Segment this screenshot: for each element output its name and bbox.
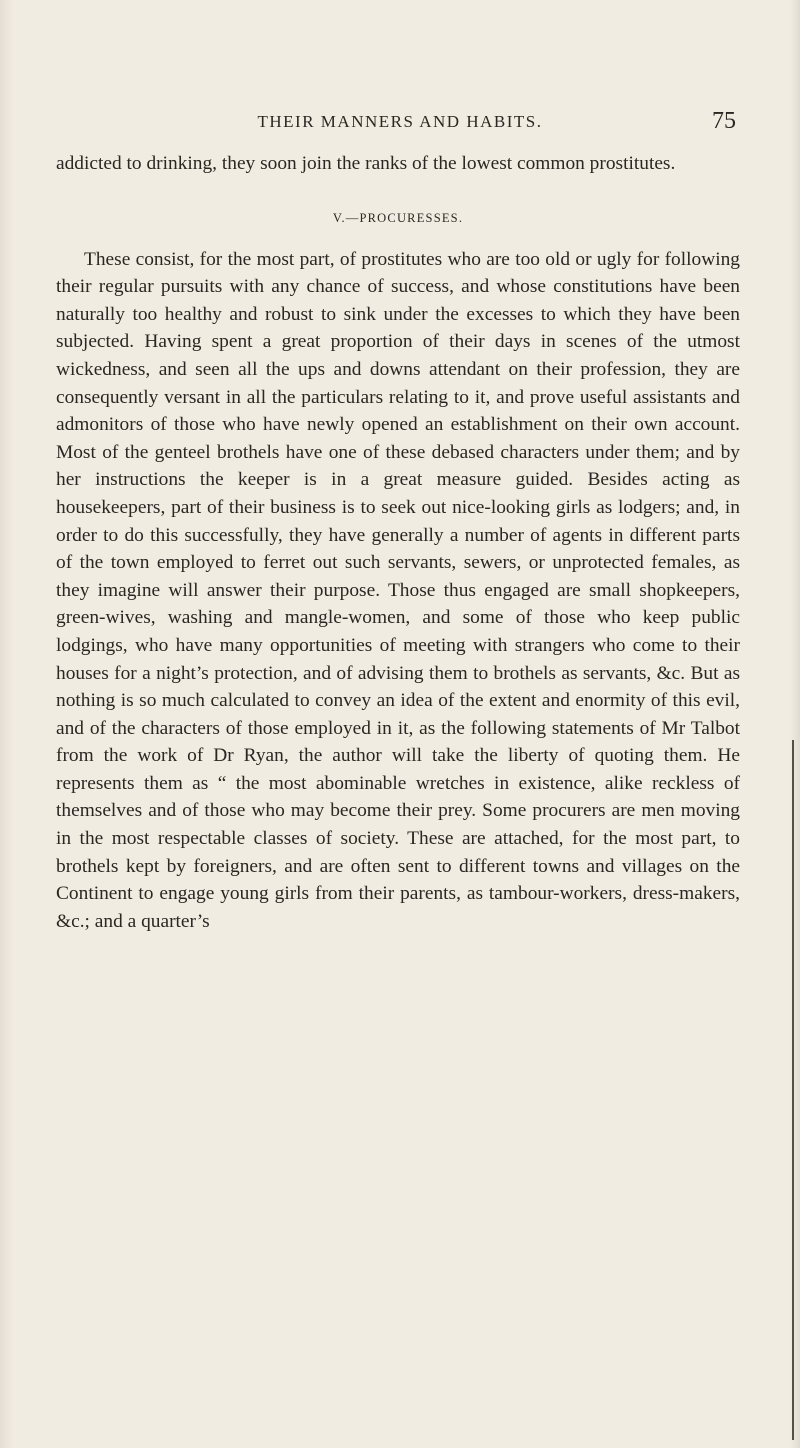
paragraph-continued: addicted to drinking, they soon join the ranks of the lowest common prostitutes. (56, 153, 676, 174)
page-header (0, 108, 800, 140)
paragraph-procuresses: These consist, for the most part, of prostitutes who are too old or ugly for following their regular pursuits with any chance of success, and whose constitutions have been naturally too healthy and robust to sink under the excesses to which they have been subjected. Having spent a great proportion of their days in scenes of the utmost wickedness, and seen all the ups and downs attendant on their profession, they are consequently versant in all the particulars relating to it, and prove useful assistants and admonitors of those who have newly opened an establishment on their own account. Most of the genteel brothels have one of these debased characters under them; and by her instructions the keeper is in a great measure guided. Besides acting as housekeepers, part of their business is to seek out nice-looking girls as lodgers; and, in order to do this successfully, they have generally a number of agents in different parts of the town employed to ferret out such servants, sewers, or unprotected females, as they imagine will answer their purpose. Those thus engaged are small shopkeepers, green-wives, washing and mangle-women, and some of those who keep public lodgings, who have many opportunities of meeting with strangers who come to their houses for a night’s protection, and of advising them to brothels as servants, &c. But as nothing is so much calculated to convey an idea of the extent and enormity of this evil, and of the characters of those employed in it, as the following statements of Mr Talbot from the work of Dr Ryan, the author will take the liberty of quoting them. He represents them as “ the most abominable wretches in existence, alike reckless of themselves and of those who may become their prey. Some procurers are men moving in the most respectable classes of society. These are attached, for the most part, to brothels kept by foreigners, and are often sent to different towns and villages on the Continent to engage young girls from their parents, as tambour-workers, dress-makers, &c.; and a quarter’s (56, 248, 740, 932)
section-heading: V.—PROCURESSES. (332, 210, 464, 225)
running-head: THEIR MANNERS AND HABITS. (257, 112, 543, 131)
page-number: 75 (712, 108, 736, 134)
page-edge-line (792, 740, 794, 1440)
body-text (56, 150, 740, 935)
